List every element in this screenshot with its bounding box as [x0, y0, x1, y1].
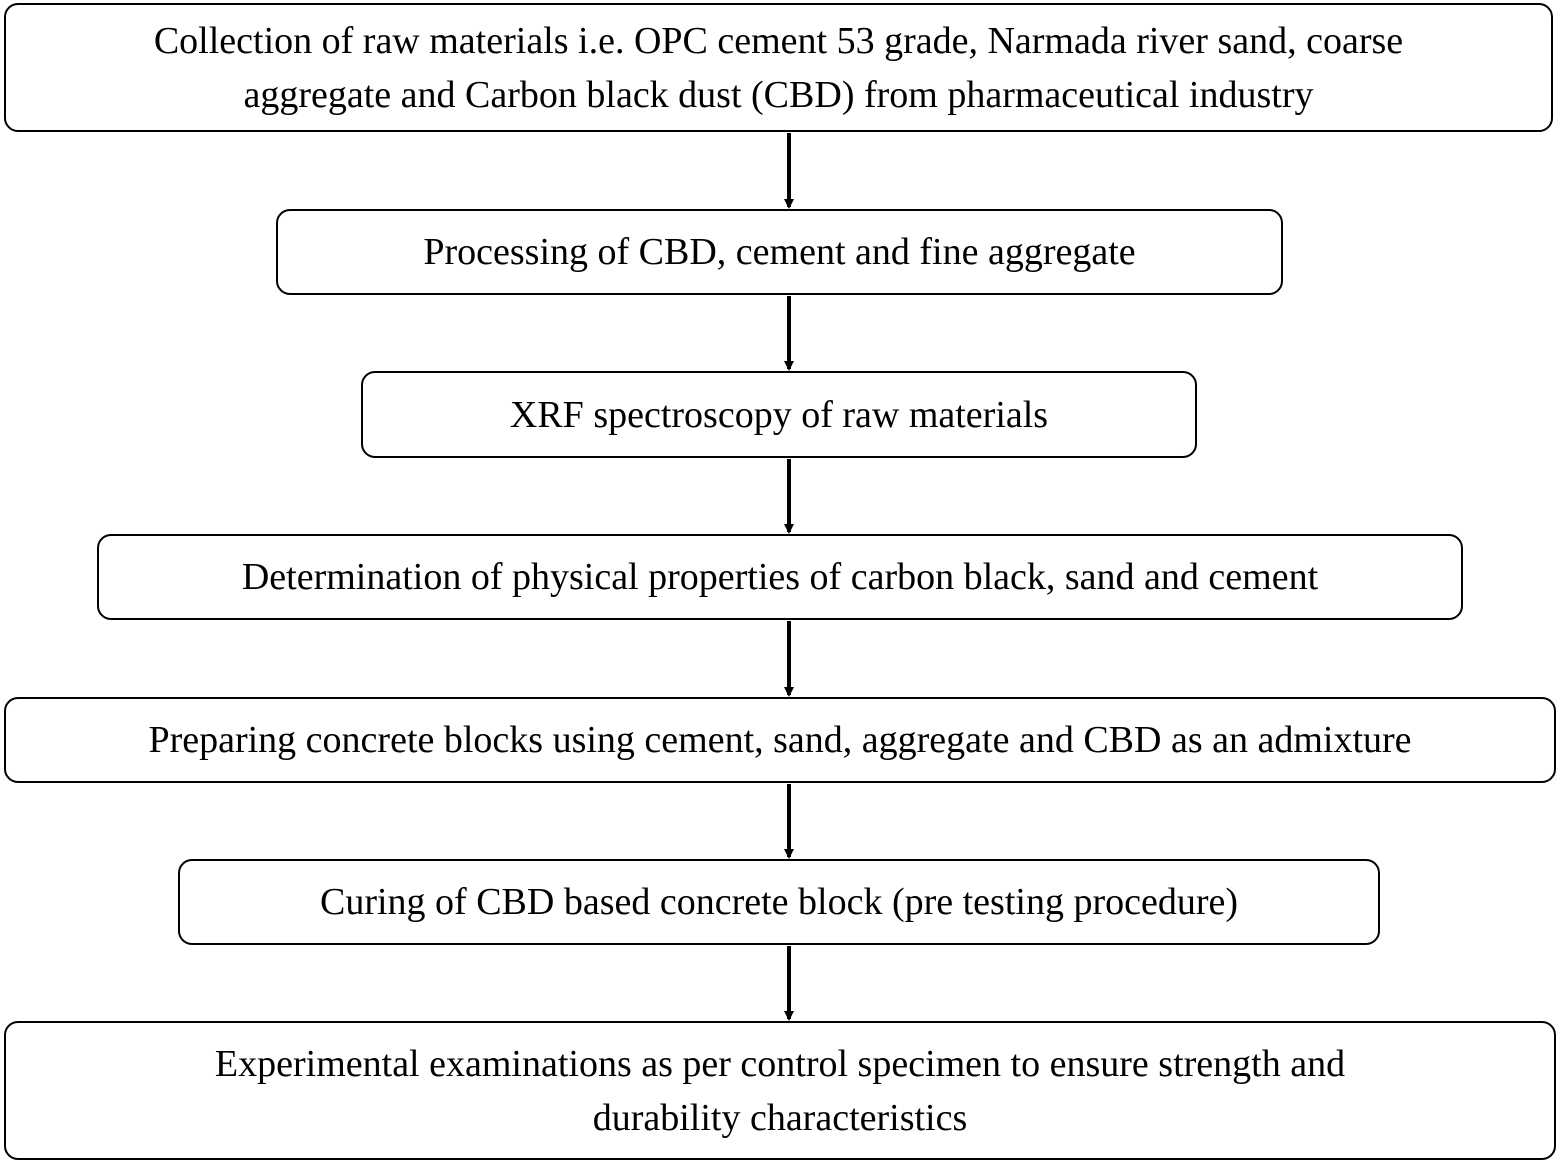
step-6-text: Curing of CBD based concrete block (pre testing procedure) — [319, 881, 1239, 923]
step-1-text-line-1: Collection of raw materials i.e. OPC cement 53 grade, Narmada river sand, coarse — [153, 19, 1404, 62]
step-4-text: Determination of physical properties of carbon black, sand and cement — [241, 556, 1319, 598]
step-7-text-line-1: Experimental examinations as per control specimen to ensure strength and — [214, 1042, 1346, 1085]
step-7-experimental-box — [4, 1021, 1556, 1160]
step-3-xrf-box — [361, 371, 1197, 458]
step-6-curing-box — [178, 859, 1380, 945]
step-2-processing-box — [276, 209, 1283, 295]
step-7-text-line-2: durability characteristics — [592, 1096, 968, 1139]
step-3-text: XRF spectroscopy of raw materials — [509, 393, 1049, 436]
step-1-text-line-2: aggregate and Carbon black dust (CBD) from pharmaceutical industry — [243, 73, 1314, 116]
step-2-text: Processing of CBD, cement and fine aggregate — [423, 231, 1136, 273]
step-5-preparing-blocks-box — [4, 697, 1556, 783]
step-4-physical-properties-box — [97, 534, 1463, 620]
step-1-collection-box — [4, 3, 1553, 132]
step-5-text: Preparing concrete blocks using cement, sand, aggregate and CBD as an admixture — [148, 719, 1412, 761]
